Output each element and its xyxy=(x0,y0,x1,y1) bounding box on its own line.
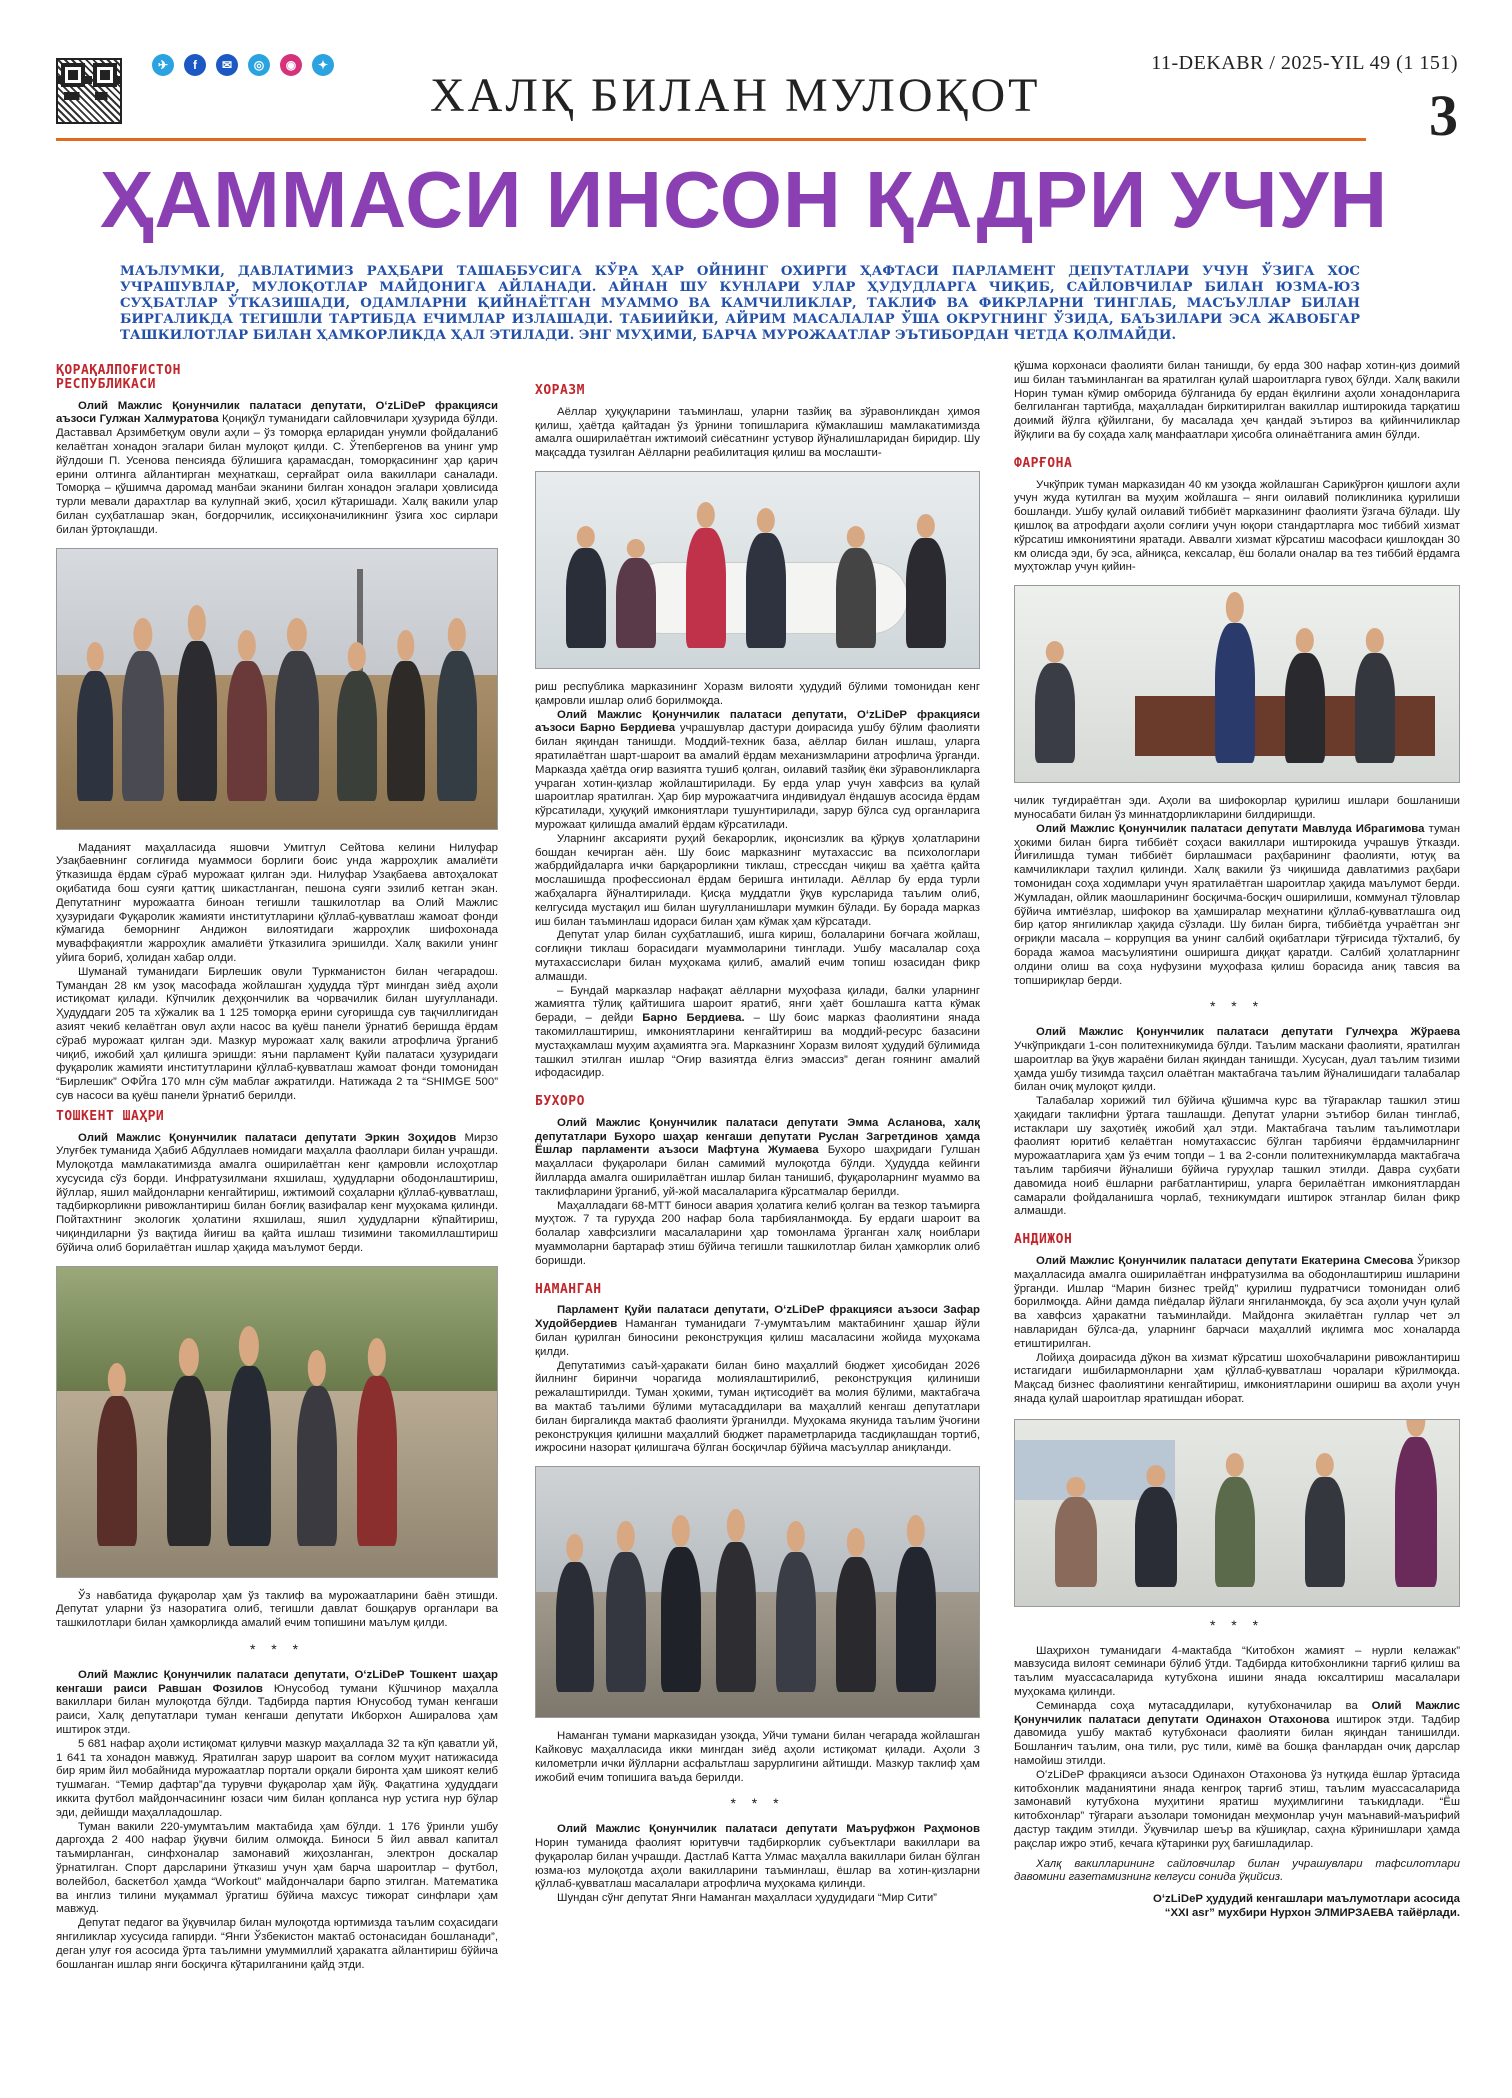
photo-school-visit xyxy=(535,1466,980,1718)
region-heading: БУХОРО xyxy=(535,1094,585,1110)
paragraph: Депутат педагог ва ўқувчилар билан мулоқотда юртимизда таълим соҳасидаги янгиликлар хусусида гапирди. “Янги Ўзбекистон мактаб остонасидан бошланади”, деган улуғ ғоя асосида ўрта таълимни умуммиллий ҳаракатга айлантириш бўйича бошланган ишлар янги босқичга кўтарилганини қайд этди. xyxy=(56,1917,498,1971)
region-heading: ФАРҒОНА xyxy=(1014,455,1073,471)
paragraph: Туман вакили 220-умумтаълим мактабида ҳам бўлди. 1 176 ўринли ушбу даргоҳда 2 400 нафар ўқувчи билим олмоқда. Биноси 5 йил аввал капитал таъмирланган, синфхоналар замонавий жиҳозланган, электрон доскалар ўрнатилган. Спорт дарсларини ўтказиш учун ҳам барча шароитлар – футбол, волейбол, баскетбол ҳамда “Workout” майдончалари барпо этилган. Математика ва инглиз тилини муқаммал ўргатиш бўйича махсус тижорат синфлари ҳам мавжуд. xyxy=(56,1820,498,1916)
photo-clinic-meeting xyxy=(1014,585,1460,783)
paragraph: Парламент Қуйи палатаси депутати, OʻzLiDeP фракцияси аъзоси Зафар Худойбердиев Наманган туманидаги 7-умумтаълим мактабининг ҳашар йўли билан қурилган биносини реконструкция қилиш масаласини жойида муҳокама қилди. xyxy=(535,1304,980,1358)
instagram-icon[interactable]: ◉ xyxy=(280,54,302,76)
separator-stars: * * * xyxy=(730,1795,785,1812)
separator-stars: * * * xyxy=(1209,1616,1265,1633)
twitter-icon[interactable]: ✦ xyxy=(312,54,334,76)
paragraph: Наманган тумани марказидан узоқда, Уйчи тумани билан чегарада жойлашган Кайковус маҳалласида икки мингдан зиёд аҳоли истиқомат қилади. Аҳоли 3 километрли ички йўлларни асфальтлаш зарурлигини айтишди. Мазкур таклиф ҳам ижобий ечим топишига ваъда берилди. xyxy=(535,1730,980,1784)
lead-paragraph: МАЪЛУМКИ, ДАВЛАТИМИЗ РАҲБАРИ ТАШАББУСИГА КЎРА ҲАР ОЙНИНГ ОХИРГИ ҲАФТАСИ ПАРЛАМЕНТ ДЕПУТАТЛАРИ УЧУН ЎЗИГА ХОС УЧРАШУВЛАР, МУЛОҚОТЛАР МАЙДОНИГА АЙЛАНАДИ. АЙНАН ШУ КУНЛАРИ УЛАР ҲУДУДЛАРГА ЧИҚИБ, САЙЛОВЧИЛАР БИЛАН ЮЗМА-ЮЗ СУҲБАТЛАР ЎТКАЗИШАДИ, ОДАМЛАРНИ ҚИЙНАЁТГАН МУАММО ВА КАМЧИЛИКЛАР, ТАКЛИФ ВА ФИКРЛАРНИ ТИНГЛАБ, МАСЪУЛЛАР БИЛАН БИРГАЛИКДА ТЕГИШЛИ ТАРТИБДА ЕЧИМЛАР ИЗЛАШАДИ. ТАБИИЙКИ, АЙРИМ МАСАЛАЛАР ЎША ОКРУГНИНГ ЎЗИДА, БАЪЗИЛАРИ ЭСА ЖАВОБГАР ТАШКИЛОТЛАР БИЛАН ҲАМКОРЛИКДА ҲАЛ ЭТИЛАДИ. ЭНГ МУҲИМИ, БАРЧА МУРОЖААТЛАР ЭЪТИБОРДАН ЧЕТДА ҚОЛМАЙДИ. xyxy=(120,264,1360,343)
paragraph: Олий Мажлис Қонунчилик палатаси депутати Маъруфжон Раҳмонов Норин туманида фаолият юритувчи тадбиркорлик субъектлари вакиллари ва фуқаролар билан учрашди. Дастлаб Катта Улмас маҳалла вакиллари билан бўлган юзма-юз мулоқотда аҳоли вакилларини таъминлаш, ёшлар ва хотин-қизларни қўллаб-қувватлаш масалалари атрофлича муҳокама қилинди. xyxy=(535,1823,980,1891)
telegram-icon[interactable]: ✈ xyxy=(152,54,174,76)
facebook-icon[interactable]: f xyxy=(184,54,206,76)
source-note: OʻzLiDeP ҳудудий кенгашлари маълумотлари асосида xyxy=(1153,1893,1460,1906)
paragraph: Шундан сўнг депутат Янги Наманган маҳалласи ҳудудидаги “Мир Сити” xyxy=(557,1892,937,1905)
headline: ҲАММАСИ ИНСОН ҚАДРИ УЧУН xyxy=(100,155,1389,244)
paragraph: Депутат улар билан суҳбатлашиб, ишга кириш, болаларини боғчага жойлаш, соғлиқни тиклаш борасидаги муаммоларини тинглади. Ушбу масалалар соҳа мутахассислари билан муҳокама қилиб, амалий ечим топиш юзасидан фикр алмашди. xyxy=(535,929,980,983)
author-signature: “XXI asr” мухбири Нурхон ЭЛМИРЗАЕВА тайёрлади. xyxy=(1164,1906,1460,1919)
qr-code xyxy=(56,58,122,124)
column-1 xyxy=(56,358,498,1972)
odnoklassniki-icon[interactable]: ◎ xyxy=(248,54,270,76)
paragraph: Олий Мажлис Қонунчилик палатаси депутати, OʻzLiDeP фракцияси аъзоси Барно Бердиева учрашувлар дастури доирасида ушбу бўлим фаолияти билан яқиндан танишди. Моддий-техник база, аёллар билан ишлаш, уларга яратилаётган шарт-шароит ва амалий ёрдам механизмларини атрофлича ўрганди. Марказда ҳаётда оғир вазиятга тушиб қолган, оилавий тазйиқ ёки зўравонликларга учраган хотин-қизлар жойлаштирилади. Бу ерда улар учун хавфсиз ва қулай шароитлар яратилган. Ҳар бир мурожаатчига индивидуал ёндашув асосида ёрдам кўрсатилади, ҳуқуқий имкониятлари тушунтирилади, зарур бўлса суд органларига мурожаат қилишда амалий ёрдам кўрсатилади. xyxy=(535,708,980,831)
issue-date: 11-DEKABR / 2025-YIL 49 (1 151) xyxy=(1151,52,1458,74)
paragraph: риш республика марказининг Хоразм вилояти ҳудудий бўлими томонидан кенг қамровли ишлар олиб борилмоқда. xyxy=(535,680,980,707)
photo-field-visit xyxy=(56,548,498,830)
social-icons xyxy=(152,54,334,76)
column-3 xyxy=(1014,360,1460,1921)
paragraph: Олий Мажлис Қонунчилик палатаси депутати Екатерина Смесова Ўрикзор маҳалласида амалга оширилаётган инфратузилма ва ободонлаштириш ишларини ўрганди. Ишлар “Марин бизнес трейд” қурилиш пудратчиси томонидан олиб борилмоқда. Айни дамда пиёдалар йўлаги янгиланмоқда, бу эса аҳоли учун қулай ва хавфсиз ҳаракатни таъминлайди. Майдонга экилаётган гуллар чет эл навларидан бўлса-да, уларнинг барчаси маҳаллий иқлимга мос хоналарда етиштирилган. xyxy=(1014,1255,1460,1350)
region-heading: ТОШКЕНТ ШАҲРИ xyxy=(56,1108,165,1124)
paragraph: қўшма корхонаси фаолияти билан танишди, бу ерда 300 нафар хотин-қиз доимий иш билан таъминланган ва яратилган қулай шароитларга гувоҳ бўлди. Халқ вакили Норин туман кўмир омборида бўлганида бу ердан ёқилғини аҳоли хонадонларига белгиланган тартибда, маҳалладан биркитирилган вакиллар иштирокида тарқатиш доимий йўлга қўйилгани, бу масалада ҳеч қандай эътироз ва қийинчиликлар йўқлиги ва бу соҳада халқ манфаатлари ҳисобга олинаётганига амин бўлди. xyxy=(1014,360,1460,441)
photo-round-table xyxy=(535,471,980,669)
separator-stars: * * * xyxy=(1209,998,1265,1015)
header-rule xyxy=(56,138,1366,141)
paragraph: OʻzLiDeP фракцияси аъзоси Одинахон Отахонова ўз нутқида ёшлар ўртасида китобхонлик маданиятини янада кенгроқ тарғиб этиш, таълим муассасаларида замонавий кутубхона муҳитини яратиш муҳимлигини таъкидлади. “Ёш китобхонлар” тўгараги аъзолари томонидан меҳмонлар учун маънавий-маърифий дастур тақдим этилди. Ўқувчилар шеър ва кўшиқлар, саҳна кўринишлари ҳамда рақслар ижро этиб, кечага кўтаринки руҳ бағишладилар. xyxy=(1014,1768,1460,1850)
region-heading: ХОРАЗМ xyxy=(535,383,585,398)
region-heading: ҚОРАҚАЛПОҒИСТОН РЕСПУБЛИКАСИ xyxy=(56,363,181,392)
paragraph: Депутатимиз саъй-ҳаракати билан бино маҳаллий бюджет ҳисобидан 2026 йилнинг биринчи чорагида молиялаштирилиб, реконструкция қилиниши режалаштирилди. Туман ҳокими, туман иқтисодиёт ва молия бўлими, мактабгача ва мактаб таълими бўлими мутасаддилари ва маҳаллий кенгаш депутатлари билан биргаликда мактаб фаолияти ўрганилди. Муҳокама якунида таълим ўчоғини реконструкция қилишни маҳаллий бюджет параметрларида тасдиқлашдан тортиб, ижросини назорат қилишгача бўлган босқичлар бўйича масъуллар аниқланди. xyxy=(535,1359,980,1455)
paragraph: Маҳалладаги 68-МТТ биноси авария ҳолатига келиб қолган ва тезкор таъмирга муҳтож. 7 та гуруҳда 200 нафар бола тарбияланмоқда. Бу ердаги шароит ва болалар хавфсизлиги масалаларини ҳар томонлама ўрганган халқ ноиблари муаммоларни бартараф этиш бўйича тегишли ташкилотлар билан ҳамкорлик олиб боришди. xyxy=(535,1199,980,1267)
paragraph: Аёллар ҳуқуқларини таъминлаш, уларни тазйиқ ва зўравонликдан ҳимоя қилиш, ҳаётда қайтадан ўз ўрнини топишларига кўмаклашиш мамлакатимизда амалга оширилаётган ижтимоий сиёсатнинг устувор йўналишларидан биридир. Шу мақсадда тузилган Аёлларни реабилитация қилиш ва мослашти- xyxy=(535,405,980,460)
paragraph: Олий Мажлис Қонунчилик палатаси депутати Эмма Асланова, халқ депутатлари Бухоро шаҳар кенгаши депутати Руслан Загретдинов ҳамда Ёшлар парламенти аъзоси Мафтуна Жумаева Бухоро шаҳридаги Гулшан маҳалласи фуқаролари билан самимий мулоқотда бўлди. Ҳудудда кейинги йиллардa амалга оширилаётган ишлар билан танишиб, фуқароларнинг муаммо ва таклифларини ўрганиб, уй-жой масалаларига кўрсатмалар берилди. xyxy=(535,1116,980,1198)
column-2 xyxy=(535,378,980,1906)
section-title: ХАЛҚ БИЛАН МУЛОҚОТ xyxy=(430,69,1041,122)
photo-street-meeting xyxy=(56,1266,498,1578)
paragraph: Шаҳрихон туманидаги 4-мактабда “Китобхон жамият – нурли келажак” мавзусида вилоят семинари бўлиб ўтди. Тадбирда китобхонликни тарғиб қилиш ва таълим муассасаларида кутубхона ишини янада юксалтириш масалалари муҳокама қилинди. xyxy=(1014,1644,1460,1699)
region-heading: АНДИЖОН xyxy=(1014,1232,1073,1248)
paragraph: чилик туғдираётган эди. Аҳоли ва шифокорлар қурилиш ишлари бошланиши муносабати билан ўз миннатдорликларини билдиришди. xyxy=(1014,795,1460,821)
paragraph: Учкўприк туман марказидан 40 км узоқда жойлашган Сарикўрғон қишлоғи аҳли учун жуда кутилган ва муҳим жойлашга – янги оилавий поликлиника қурилиши бошланди. Ушбу қулай оилавий тиббиёт марказининг фаолияти ўзгача бўлади. Шу қишлоқ ва атрофдаги аҳоли соғлиғи учун юқори стандартларга мос тиббий хизмат кўрсатиш имкониятини яратади. Аввалги хизмат кўрсатиш масофаси қишлоқдан 30 км олисда эди, бу эса, айниқса, кексалар, ёш болали оналар ва тез тиббий ёрдамга муҳтожлар учун қийин- xyxy=(1014,478,1460,574)
paragraph: Олий Мажлис Қонунчилик палатаси депутати Эркин Зоҳидов Мирзо Улуғбек туманида Ҳабиб Абдуллаев номидаги маҳалла фаоллари билан учрашди. Мулоқотда мамлакатимизда амалга оширилаётган кенг қамровли ислоҳотлар хусусида сўз борди. Инфратузилмани яхшилаш, ҳудудларни ободонлаштириш, йўллар, яшил майдонларни кенгайтириш, ижтимоий соҳаларни қўллаб-қувватлаш, тадбиркорликни ривожлантириш билан боғлиқ вазифалар кенг муҳокама қилинди. Пойтахтнинг экологик ҳолатини яхшилаш, яшил ҳудудларни кўпайтириш, чиқиндиларни ўз вақтида йиғиш ва қайта ишлаш тизимини такомиллаштириш бўйича олиб борилаётган ишлар ҳақида маълумот берди. xyxy=(56,1131,499,1254)
paragraph: Семинарда соҳа мутасаддилари, кутубхоначилар ва Олий Мажлис Қонунчилик палатаси депутати Одинахон Отахонова иштирок этди. Тадбир давомида ушбу мактаб кутубхонаси фаолияти билан яқиндан танишилди. Бошланғич таълим, она тили, рус тили, кимё ва бошқа фанлардан очиқ дарслар намойиш этилди. xyxy=(1014,1699,1461,1767)
paragraph: Уларнинг аксарияти руҳий бекарорлик, иқонсизлик ва қўрқув ҳолатларини бошдан кечирган аён. Шу боис марказнинг мутахассис ва психологлари жабрдийдаларга ички барқарорликни тиклаш, стрессдан чиқиш ва ҳаётга қайта мослашишда профессионал ёрдам беришга интилади. Аёллар бу ерда турли жабҳаларга йўналтирилади. Қисқа муддатли ўқув курсларида таълим олиб, келгусида мустақил иш билан шуғулланишлари мумкин бўлади. Бу борада марказ иш билан таъминлаш идораси билан ҳам кўмак ҳам кўрсатади. xyxy=(535,832,980,928)
paragraph: Шуманай туманидаги Бирлешик овули Туркманистон билан чегарадош. Тумандан 28 км узоқ масофада жойлашган ҳудудда тўрт мингдан зиёд аҳоли истиқомат қилади. Кўпчилик деҳқончилик ва чорвачилик билан шуғулланади. Ҳудуддаги 205 та хўжалик ва 1 125 томорқа ерини суғоришда сув тақчиллигидан азият чекиб келаётган овул аҳли насос ва қуёш панели ўрнатиб беришда ёрдам сўраб мурожаат қилган эди. Мазкур мурожаат халқ вакили атрофлича ўрганиб чиқиб, ижобий ҳал қилишга эришди: яъни парламент Қуйи палатаси ҳузуридаги фуқаролик жамияти институтларини қўллаб-қувватлаш жамоат фонди томонидан “Бирлешик” ОФЙга 170 млн сўм маблағ ажратилди. Натижада 2 та “SHIMGE 500” сув насоси ва қуёш панели ўрнатиб берилди. xyxy=(56,965,498,1102)
paragraph: Олий Мажлис Қонунчилик палатаси депутати Гулчеҳра Жўраева Учкўприкдаги 1-сон политехникумида бўлди. Таълим маскани фаолияти, яратилган шароитлар ва ўқув жараёни билан яқиндан танишди. Хусусан, дуал таълим тизими ҳамда ушбу тизимда таҳсил олаётган мактабгача таълим йўналишидаги талабалар билан очиқ мулоқот қилди. xyxy=(1014,1026,1460,1094)
continuation-note: Халқ вакилларининг сайловчилар билан учрашувлари тафсилотлари давомини газетамизнинг келгуси сонида ўқийсиз. xyxy=(1014,1857,1460,1884)
paragraph: Лойиҳа доирасида дўкон ва хизмат кўрсатиш шохобчаларини ривожлантириш истагидаги ишбилармонларни ҳам қўллаб-қувватлаш чоралари кўрилмоқда. Мақсад бизнес фаолиятини кенгайтириш, имкониятларини ошириш ва аҳоли учун янада қулай шароитлар яратишдан иборат. xyxy=(1014,1351,1460,1406)
separator-stars: * * * xyxy=(249,1641,305,1658)
photo-library-seminar xyxy=(1014,1419,1460,1607)
paragraph: Олий Мажлис Қонунчилик палатаси депутати Мавлуда Ибрагимова туман ҳокими билан бирга тиббиёт соҳаси вакиллари иштирокида учрашув ўтказди. Йиғилишда туман тиббиёт бирлашмаси раҳбарининг фаолияти, ютуқ ва камчиликлари таҳлил қилинди. Халқ вакили ўз чиқишида давлатимиз раҳбари томонидан соҳа ходимлари учун яратилаётган шароитлар ҳақида маълумот берди. Жумладан, ойлик маошларининг босқичма-босқич оширилиши, коммунал тўловлар бўйича имтиёзлар, шифокор ва ҳамширалар меҳнатини қўллаб-қувватлашга оид бир қатор янгиликлар ҳақида сўзлади. Шу билан бирга, тиббиётда учраётган энг оғриқли масала – коррупция ва унинг салбий оқибатлари тўғрисида тўхталиб, бу борада жамоа масъулиятини оширишга диққат қаратди. Салбий ҳолатларнинг олдини олиш ва соҳа нуфузини муҳофаза қилиш борасида аниқ тавсия ва топшириқлар берди. xyxy=(1014,822,1460,987)
paragraph: Маданият маҳалласида яшовчи Умитгул Сейтова келини Нилуфар Узақбаевнинг соғлиғида муаммоси борлиги боис унда жарроҳлик амалиёти ўтказишда ёрдам сўраб мурожаат қилган эди. Нилуфар Узақбаева автоҳалокат оқибатида бош суяги қаттиқ шикастланган, пешона суяги эзилиб кетган экан. Депутатнинг мурожаатга биноан тегишли ташкилотлар ва Олий Мажлис ҳузуридаги Фуқаролик жамияти институтларини қўллаб-қувватлаш жамоат фонди кўмагида беморнинг Андижон вилоятидаги жарроҳлик шифохонада муваффақиятли жарроҳлик амалиёти ўтказилига эришилди. Халқ вакили унинг уйига бориб, ҳолидан хабар олди. xyxy=(56,841,498,964)
paragraph: – Бундай марказлар нафақат аёлларни муҳофаза қилади, балки уларнинг жамиятга тўлиқ қайтишига шароит яратиб, янги ҳаёт бошлашга катта кўмак беради, – дейди Барно Бердиева. – Шу боис марказ фаолиятини янада такомиллаштириш, имкониятларини кенгайтириш ва моддий-ресурс базасини мустаҳкамлаш муҳим аҳамиятга эга. Марказнинг Хоразм вилоят ҳудудий бўлимида ташкил этилган ишлар “Оғир вазиятда ёлғиз эмассиз” деган гоянинг амалий ифодасидир. xyxy=(535,984,980,1080)
mail-icon[interactable]: ✉ xyxy=(216,54,238,76)
paragraph: Талабалар хорижий тил бўйича қўшимча курс ва тўгараклар ташкил этиш ҳақидаги таклифни ўртага ташлашди. Депутат уларни эътибор билан тинглаб, истаклари шу заҳотиёқ ижобий ҳал этди. Мактабгача таълим таълимотлари фаолият юритиб келаётган номутахассис бўлган тарбиячи ёрдамчиларнинг мурожаатларига ҳам ўз ечим топди – 1 ва 2-сонли политехникумларда мактабгача таълим тарбиячи йўналиши бўйича гуруҳлар ташкил этилди. Давра суҳбати давомида ноиб ёшларни рағбатлантириш, уларга берилаётган имкониятлардан самарали фойдаланишга чорлаб, техникумдаги иштирок этганлар билан фикр алмашди. xyxy=(1014,1095,1460,1218)
paragraph: Олий Мажлис Қонунчилик палатаси депутати, OʻzLiDeP Тошкент шаҳар кенгаши раиси Равшан Фозилов Юнусобод тумани Кўшчинор маҳалла вакиллари билан мулоқотда бўлди. Тадбирда партия Юнусобод туман кенгаши раиси, Халқ депутатлари туман кенгаши депутати Икборхон Аширалова ҳам иштирок этди. xyxy=(56,1668,498,1737)
page-number: 3 xyxy=(1429,83,1458,148)
paragraph: Олий Мажлис Қонунчилик палатаси депутати, OʻzLiDeP фракцияси аъзоси Гулжан Халмуратова Қоңиқўл туманидаги сайловчилари ҳузурида бўлди. Даставвал Арзимбетқум овули аҳли – ўз томорқа ерларидан унумли фойдаланиб келаётган хонадон эгалари билан мулоқот қилди. С. Ўтепбергенов ва унинг умр йўлдоши П. Усенова пенсияда бўлишига қарамасдан, томорқасининг ҳар қарич ерини олтинга айлантирган меҳнаткаш, серғайрат оила вакиллари саналади. Томорқа – қўшимча даромад манбаи эканини билган хонадон эгалари ҳовлисида турли мевали дарахтлар ва кулупнай экиб, ҳосил кўтаришади. Халқ вакили улар билан суҳбатлашар экан, боғдорчилик, иссиқхоначиликнинг ўзига хос сирлари билан ўртоқлашди. xyxy=(56,399,498,536)
paragraph: Ўз навбатида фуқаролар ҳам ўз таклиф ва мурожаатларини баён этишди. Депутат уларни ўз назоратига олиб, тегишли давлат бошқарув органлари ва ташкилотлари билан ҳамкорликда амалий ечим топишини маълум қилди. xyxy=(56,1589,498,1630)
paragraph: 5 681 нафар аҳоли истиқомат қилувчи мазкур маҳаллада 32 та кўп қаватли уй, 1 641 та хонадон мавжуд. Яратилган зарур шароит ва соғлом муҳит натижасида бир ярим йил мобайнида мурожаатлар портали орқали биронта ҳам шикоят келиб тушмаган. “Темир дафтар”да турувчи фуқаролар ҳам йўқ. Фақатгина ҳудуддаги иккита футбол майдончасининг юзаси чим билан қопланса нур устига нур бўлар эди, дейишди маҳалладошлар. xyxy=(56,1737,498,1819)
region-heading: НАМАНГАН xyxy=(535,1281,602,1297)
